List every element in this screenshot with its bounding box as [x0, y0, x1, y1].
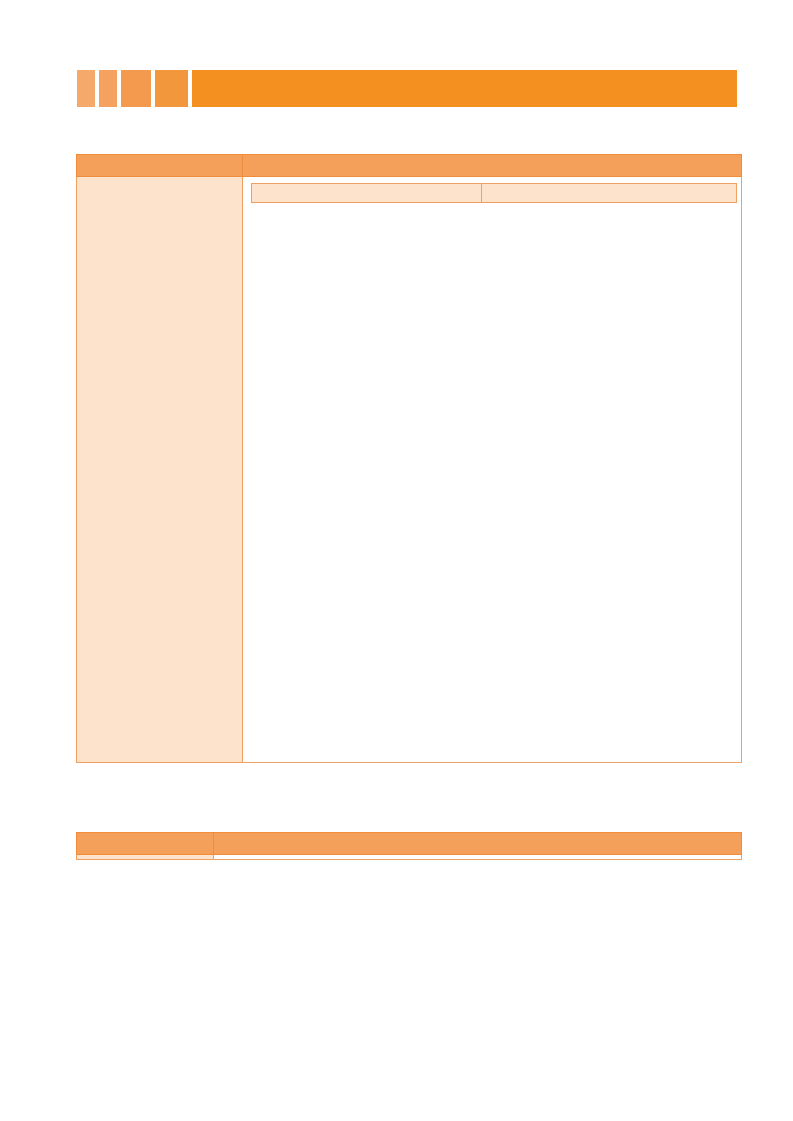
documents-cell — [243, 177, 742, 763]
banner-block-1 — [77, 70, 95, 107]
banner-block-3 — [121, 70, 151, 107]
col-header-documents — [243, 155, 742, 177]
foreign-transfer-table — [76, 154, 742, 763]
banner-bar — [192, 70, 737, 107]
foreign-university-table — [76, 832, 742, 860]
col-header-category — [77, 155, 243, 177]
section5-heading — [82, 131, 86, 145]
inner-col-documents — [482, 184, 737, 203]
sec3-documents-cell — [214, 855, 742, 860]
banner-block-4 — [155, 70, 188, 107]
inner-col-category — [252, 184, 482, 203]
category-cell — [77, 177, 243, 763]
sec3-col-target — [77, 833, 214, 855]
sec3-col-documents — [214, 833, 742, 855]
header-banner — [77, 70, 737, 107]
sec3-target-cell — [77, 855, 214, 860]
inner-table — [251, 183, 737, 203]
banner-block-2 — [99, 70, 117, 107]
